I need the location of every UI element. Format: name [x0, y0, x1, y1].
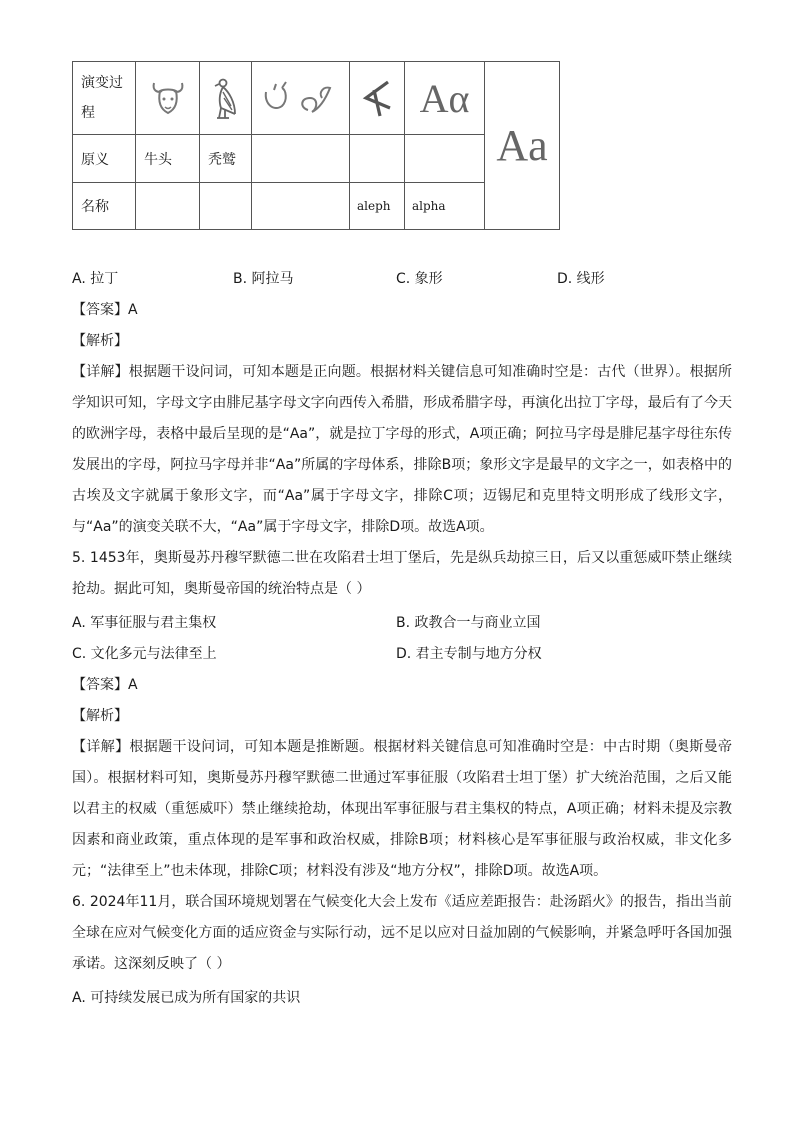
- phoenician-aleph-icon: [350, 78, 404, 118]
- latin-glyph: Aa: [496, 121, 548, 170]
- glyph-cell: [405, 62, 485, 135]
- q5-option-d: D. 君主专制与地方分权: [396, 646, 542, 662]
- glyph-cell: [200, 62, 252, 135]
- vulture-hieroglyph-icon: [200, 76, 251, 120]
- q5-option-a: A. 军事征服与君主集权: [72, 615, 217, 631]
- meaning-cell: [252, 135, 350, 183]
- q4-option-d: D. 线形: [557, 271, 605, 287]
- meaning-cell: 牛头: [136, 135, 200, 183]
- name-cell: aleph: [350, 183, 405, 230]
- q5-option-c: C. 文化多元与法律至上: [72, 646, 217, 662]
- q5-answer: 【答案】A: [72, 677, 138, 693]
- q4-analysis-label: 【解析】: [72, 333, 128, 349]
- q5-detail: 【详解】根据题干设问词，可知本题是推断题。根据材料关键信息可知准确时空是：中古时期（奥斯曼帝国）。根据材料可知，奥斯曼苏丹穆罕默德二世通过军事征服（攻陷君士坦丁堡）扩大统治范围，之后又能以君主的权威（重惩威吓）禁止继续抢劫，体现出军事征服与君主集权的特点，A项正确；材料未提及宗教因素和商业政策，重点体现的是军事和政治权威，排除B项；材料核心是军事征服与政治权威，非文化多元；“法律至上”也未体现，排除C项；材料没有涉及“地方分权”，排除D项。故选A项。: [72, 739, 732, 879]
- q5-analysis-label: 【解析】: [72, 708, 128, 724]
- name-cell: alpha: [405, 183, 485, 230]
- q6-option-a: A. 可持续发展已成为所有国家的共识: [72, 990, 301, 1006]
- table-row: [73, 62, 560, 135]
- name-cell: [200, 183, 252, 230]
- q5-stem: 5. 1453年，奥斯曼苏丹穆罕默德二世在攻陷君士坦丁堡后，先是纵兵劫掠三日，后又以重惩威吓禁止继续抢劫。据此可知，奥斯曼帝国的统治特点是（ ）: [72, 550, 732, 597]
- glyph-cell: [252, 62, 350, 135]
- row-label-evolution: 演变过程: [73, 62, 136, 135]
- row-label-name: 名称: [73, 183, 136, 230]
- alphabet-evolution-table: [72, 61, 560, 230]
- q4-option-c: C. 象形: [396, 271, 443, 287]
- glyph-cell-final: [485, 62, 560, 230]
- glyph-cell: [136, 62, 200, 135]
- name-cell: [136, 183, 200, 230]
- q4-detail: 【详解】根据题干设问词，可知本题是正向题。根据材料关键信息可知准确时空是：古代（世界）。根据所学知识可知，字母文字由腓尼基字母文字向西传入希腊，形成希腊字母，再演化出拉丁字母，最后有了今天的欧洲字母，表格中最后呈现的是“Aa”，就是拉丁字母的形式，A项正确；阿拉马字母是腓尼基字母往东传发展出的字母，阿拉马字母并非“Aa”所属的字母体系，排除B项；象形文字是最早的文字之一，如表格中的古埃及文字就属于象形文字，而“Aa”属于字母文字，排除C项；迈锡尼和克里特文明形成了线形文字，与“Aa”的演变关联不大，“Aa”属于字母文字，排除D项。故选A项。: [72, 364, 732, 535]
- alpha-glyph: Aα: [419, 75, 470, 121]
- glyph-cell: [350, 62, 405, 135]
- meaning-cell: 秃鹫: [200, 135, 252, 183]
- row-label-meaning: 原义: [73, 135, 136, 183]
- cursive-bull-icon: [252, 78, 349, 118]
- q4-answer: 【答案】A: [72, 302, 138, 318]
- q4-option-b: B. 阿拉马: [233, 271, 294, 287]
- q4-option-a: A. 拉丁: [72, 271, 119, 287]
- meaning-cell: [350, 135, 405, 183]
- bull-head-hieroglyph-icon: [136, 77, 199, 119]
- q6-stem: 6. 2024年11月，联合国环境规划署在气候变化大会上发布《适应差距报告：赴汤蹈火》的报告，指出当前全球在应对气候变化方面的适应资金与实际行动，远不足以应对日益加剧的气候影响，并紧急呼吁各国加强承诺。这深刻反映了（ ）: [72, 894, 732, 972]
- name-cell: [252, 183, 350, 230]
- meaning-cell: [405, 135, 485, 183]
- q5-option-b: B. 政教合一与商业立国: [396, 615, 541, 631]
